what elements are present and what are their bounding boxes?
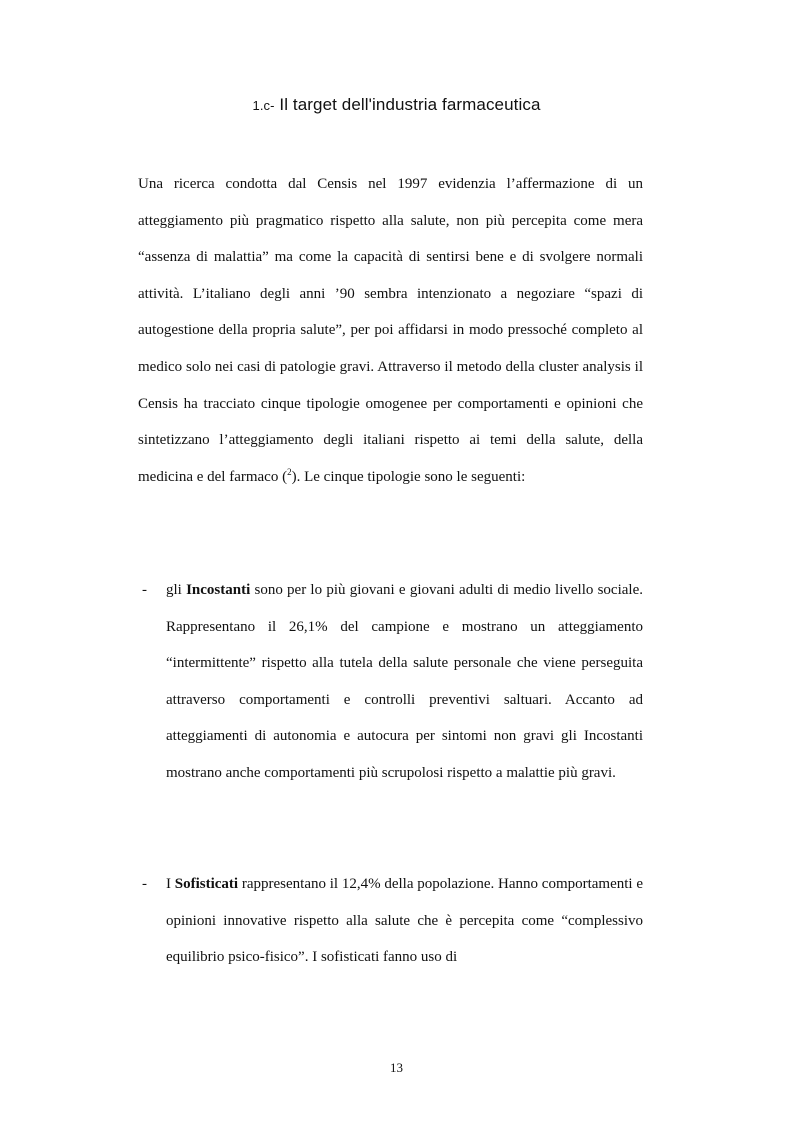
list-item-body: rappresentano il 12,4% della popolazione. Hanno comportamenti e opinioni innovative rispetto alla salute che è percepita come “complessivo equilibrio psico-fisico”. I sofisticati fanno uso di: [166, 876, 644, 966]
list-item-term: Incostanti: [186, 582, 251, 598]
section-number: 1.c-: [252, 98, 275, 113]
intro-text-end: ). Le cinque tipologie sono le seguenti:: [291, 468, 526, 485]
section-heading: [0, 95, 793, 115]
footnote-reference[interactable]: 2: [287, 466, 292, 477]
list-item-term: Sofisticati: [174, 876, 239, 892]
section-title: Il target dell'industria farmaceutica: [279, 95, 541, 114]
page-number: 13: [390, 1060, 403, 1075]
list-bullet-dash: -: [142, 876, 147, 892]
list-item-body: sono per lo più giovani e giovani adulti di medio livello sociale. Rappresentano il 26,1% del campione e mostrano un atteggiamento “intermittente” rispetto alla tutela della salute personale che viene perseguita attraverso comportamenti e controlli preventivi saltuari. Accanto ad atteggiamenti di autonomia e autocura per sintomi non gravi gli Incostanti mostrano anche comportamenti più scrupolosi rispetto a malattie più gravi.: [166, 582, 643, 781]
intro-text: Una ricerca condotta dal Censis nel 1997 evidenzia l’affermazione di un atteggiamento più pragmatico rispetto alla salute, non più percepita come mera “assenza di malattia” ma come la capacità di sentirsi bene e di svolgere normali attività. L’italiano degli anni ’90 sembra intenzionato a negoziare “spazi di autogestione della propria salute”, per poi affidarsi in modo pressoché completo al medico solo nei casi di patologie gravi. Attraverso il metodo della cluster analysis il Censis ha tracciato cinque tipologie omogenee per comportamenti e opinioni che sintetizzano l’atteggiamento degli italiani rispetto ai temi della salute, della medicina e del farmaco (: [138, 176, 643, 485]
list-bullet-dash: -: [142, 582, 147, 598]
list-item-text: [166, 572, 643, 792]
list-item-text: [166, 866, 643, 976]
list-item: [138, 572, 643, 792]
intro-paragraph: [138, 166, 643, 495]
list-item-lead: gli: [166, 582, 187, 598]
list-item: [138, 866, 643, 976]
list-item-lead: I: [166, 876, 175, 892]
